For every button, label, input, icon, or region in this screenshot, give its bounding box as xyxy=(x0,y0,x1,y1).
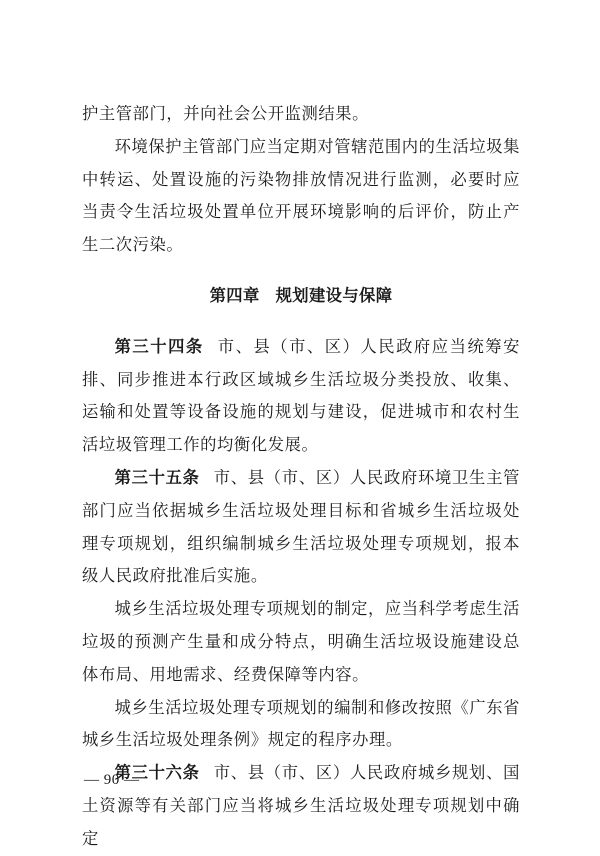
article-35-label: 第三十五条 xyxy=(114,467,200,487)
article-36-text: 市、县（市、区）人民政府城乡规划、国土资源等有关部门应当将城乡生活垃圾处理专项规划中确定 xyxy=(82,763,520,848)
article-36 xyxy=(82,757,520,855)
chapter-title: 规划建设与保障 xyxy=(275,285,393,305)
paragraph-plan-content: 城乡生活垃圾处理专项规划的制定，应当科学考虑生活垃圾的预测产生量和成分特点，明确生活垃圾设施建设总体布局、用地需求、经费保障等内容。 xyxy=(82,599,520,684)
document-body xyxy=(82,98,520,856)
article-34-label: 第三十四条 xyxy=(114,336,204,356)
paragraph-plan-procedure: 城乡生活垃圾处理专项规划的编制和修改按照《广东省城乡生活垃圾处理条例》规定的程序办理。 xyxy=(82,697,520,750)
article-36-label: 第三十六条 xyxy=(114,763,200,783)
article-35-text: 市、县（市、区）人民政府环境卫生主管部门应当依据城乡生活垃圾处理目标和省城乡生活垃圾处理专项规划，组织编制城乡生活垃圾处理专项规划，报本级人民政府批准后实施。 xyxy=(82,467,520,586)
article-34 xyxy=(82,331,520,462)
paragraph-continuation: 护主管部门，并向社会公开监测结果。 xyxy=(82,104,369,123)
chapter-number: 第四章 xyxy=(209,285,260,305)
paragraph-monitoring: 环境保护主管部门应当定期对管辖范围内的生活垃圾集中转运、处置设施的污染物排放情况进行监测，必要时应当责令生活垃圾处置单位开展环境影响的后评价，防止产生二次污染。 xyxy=(82,136,520,255)
page-number: — 90 — xyxy=(84,772,140,788)
article-34-text: 市、县（市、区）人民政府应当统筹安排、同步推进本行政区域城乡生活垃圾分类投放、收集、运输和处置等设备设施的规划与建设，促进城市和农村生活垃圾管理工作的均衡化发展。 xyxy=(82,336,520,455)
chapter-heading xyxy=(82,280,520,313)
article-35 xyxy=(82,462,520,593)
